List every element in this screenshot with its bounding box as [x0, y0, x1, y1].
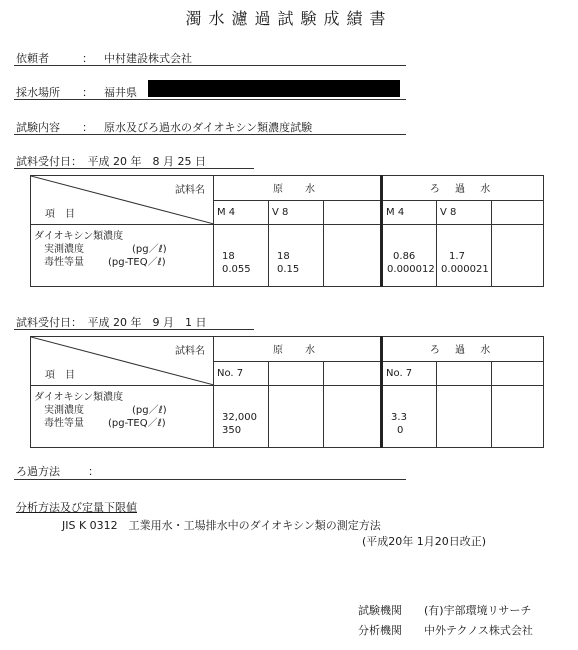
client-label: 依頼者 [16, 52, 49, 65]
table1-value-cell [382, 225, 437, 287]
results-table-2 [30, 336, 544, 448]
table1-col-header: V 8 [269, 200, 324, 225]
teq-label: 毒性等量 [44, 257, 84, 268]
table1-value-cell [324, 225, 382, 287]
filtration-method-underline [14, 479, 406, 480]
test-content-colon: ： [82, 121, 93, 134]
test-content-underline [14, 134, 406, 135]
analysis-org-name: 中外テクノス株式会社 [424, 624, 533, 637]
item-title: ダイオキシン類濃度 [34, 231, 124, 242]
table2-value-cell [269, 386, 324, 448]
value-measured: 3.3 [391, 411, 407, 423]
sampling-place-colon: ： [82, 86, 93, 99]
item-title: ダイオキシン類濃度 [34, 392, 124, 403]
table2-group-filtered: ろ 過 水 [382, 337, 544, 362]
item-label: 項 目 [45, 370, 75, 381]
table2-value-cell [324, 386, 382, 448]
table1-col-header: V 8 [437, 200, 492, 225]
test-content-label: 試験内容 [16, 121, 60, 134]
table2-received-underline [14, 329, 254, 330]
analysis-org-label: 分析機関 [358, 624, 402, 637]
filtration-method-label: ろ過方法 [16, 465, 60, 478]
table1-col-header: M 4 [214, 200, 269, 225]
test-org-name: (有)宇部環境リサーチ [424, 604, 532, 617]
measured-label: 実測濃度 [44, 244, 84, 255]
table1-value-cell [269, 225, 324, 287]
value-teq: 0.055 [222, 263, 251, 275]
table1-group-filtered: ろ 過 水 [382, 176, 544, 201]
table1-item-cell [31, 225, 214, 287]
value-measured: 18 [222, 250, 235, 262]
sampling-place-value: 福井県 [104, 86, 137, 99]
table2-col-header [492, 361, 544, 386]
sampling-place-label: 採水場所 [16, 86, 60, 99]
test-org-label: 試験機関 [358, 604, 402, 617]
redaction-bar [148, 80, 400, 97]
teq-label: 毒性等量 [44, 418, 84, 429]
table2-value-cell [437, 386, 492, 448]
value-teq: 0.000012 [387, 263, 435, 275]
table1-value-cell [437, 225, 492, 287]
table1-header-diagonal [31, 176, 214, 225]
table2-received-date: 試料受付日： 平成 20 年 9 月 1 日 [16, 316, 207, 329]
client-value: 中村建設株式会社 [104, 52, 192, 65]
value-teq: 0.15 [277, 263, 300, 275]
table1-received-underline [14, 168, 254, 169]
measured-unit: (pg／ℓ) [132, 244, 167, 255]
document-title: 濁水濾過試験成績書 [185, 9, 393, 28]
measured-label: 実測濃度 [44, 405, 84, 416]
table1-col-header [492, 200, 544, 225]
table2-col-header [269, 361, 324, 386]
client-underline [14, 65, 406, 66]
test-content-value: 原水及びろ過水のダイオキシン類濃度試験 [104, 121, 313, 134]
table2-group-raw: 原 水 [214, 337, 382, 362]
teq-unit: (pg-TEQ／ℓ) [108, 418, 166, 429]
table1-group-raw: 原 水 [214, 176, 382, 201]
analysis-heading: 分析方法及び定量下限値 [16, 501, 137, 514]
analysis-revision: (平成20年 1月20日改正) [362, 535, 487, 548]
table1-received-date: 試料受付日： 平成 20 年 8 月 25 日 [16, 155, 206, 168]
value-measured: 1.7 [449, 250, 465, 262]
table2-value-cell [214, 386, 269, 448]
table2-col-header [324, 361, 382, 386]
table2-value-cell [382, 386, 437, 448]
analysis-standard: JIS K 0312 工業用水・工場排水中のダイオキシン類の測定方法 [62, 519, 381, 532]
value-measured: 18 [277, 250, 290, 262]
filtration-method-colon: ： [88, 465, 99, 478]
measured-unit: (pg／ℓ) [132, 405, 167, 416]
table2-col-header [437, 361, 492, 386]
value-teq: 0 [397, 424, 404, 436]
table2-item-cell [31, 386, 214, 448]
value-measured: 0.86 [393, 250, 416, 262]
value-measured: 32,000 [222, 411, 257, 423]
sample-name-label: 試料名 [175, 185, 205, 196]
client-colon: ： [82, 52, 93, 65]
table1-col-header: M 4 [382, 200, 437, 225]
sampling-place-underline [14, 99, 406, 100]
table1-value-cell [214, 225, 269, 287]
value-teq: 350 [222, 424, 242, 436]
results-table-1 [30, 175, 544, 287]
table1-value-cell [492, 225, 544, 287]
item-label: 項 目 [45, 209, 75, 220]
table2-col-header: No. 7 [382, 361, 437, 386]
table2-header-diagonal [31, 337, 214, 386]
table1-col-header [324, 200, 382, 225]
table2-value-cell [492, 386, 544, 448]
table2-col-header: No. 7 [214, 361, 269, 386]
sample-name-label: 試料名 [175, 346, 205, 357]
value-teq: 0.000021 [441, 263, 489, 275]
teq-unit: (pg-TEQ／ℓ) [108, 257, 166, 268]
